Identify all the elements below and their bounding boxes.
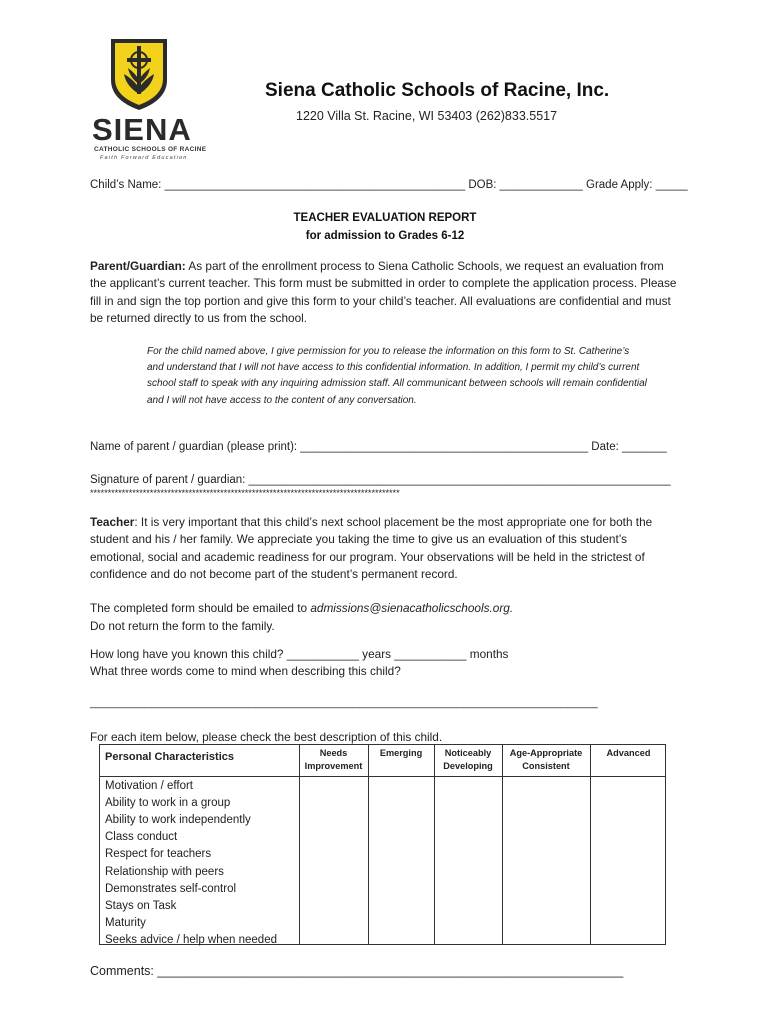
rating-checkbox-cell[interactable] bbox=[503, 933, 590, 950]
email-link[interactable]: admissions@sienacatholicschools.org. bbox=[310, 601, 514, 615]
table-row-label: Respect for teachers bbox=[105, 848, 212, 861]
three-words-question: What three words come to mind when describing this child? bbox=[90, 664, 401, 678]
rating-checkbox-cell[interactable] bbox=[591, 779, 667, 796]
rating-checkbox-cell[interactable] bbox=[591, 865, 667, 882]
rating-checkbox-cell[interactable] bbox=[300, 847, 368, 864]
table-column-header bbox=[502, 747, 590, 772]
logo-subtitle: CATHOLIC SCHOOLS OF RACINE bbox=[94, 146, 207, 153]
permission-statement: For the child named above, I give permission for you to release the information on this form to St. Catherine’s and understand that I will not have access to this confidential information. In addition, I permit my child’s current school staff to speak with any inquiring admission staff. All communicant between schools will remain confidential and I will not have access to the content of any conversation. bbox=[147, 346, 647, 406]
rating-checkbox-cell[interactable] bbox=[300, 830, 368, 847]
report-title: TEACHER EVALUATION REPORT bbox=[293, 212, 477, 224]
table-column-header bbox=[434, 747, 502, 772]
rating-checkbox-cell[interactable] bbox=[503, 847, 590, 864]
rating-checkbox-cell[interactable] bbox=[435, 796, 502, 813]
rating-checkbox-cell[interactable] bbox=[369, 865, 434, 882]
logo-wordmark: SIENA bbox=[92, 112, 192, 147]
column-header-line: Age-Appropriate bbox=[509, 748, 583, 758]
comments-line[interactable]: Comments: ___________________________________________________________________ bbox=[90, 964, 624, 978]
cross-shield-icon bbox=[108, 36, 170, 112]
logo-tagline: Faith Forward Education bbox=[100, 155, 188, 161]
teacher-instructions bbox=[90, 514, 680, 584]
rating-checkbox-cell[interactable] bbox=[435, 865, 502, 882]
email-prefix: The completed form should be emailed to bbox=[90, 601, 311, 615]
parent-instructions bbox=[90, 258, 680, 328]
table-column-header bbox=[299, 747, 368, 772]
table-row-label: Demonstrates self-control bbox=[105, 882, 237, 895]
rating-checkbox-cell[interactable] bbox=[503, 865, 590, 882]
table-column-header bbox=[368, 747, 434, 760]
check-instruction: For each item below, please check the best description of this child. bbox=[90, 730, 443, 744]
email-instruction bbox=[90, 601, 513, 615]
three-words-answer-line[interactable]: ___________________________________________________________________________________ bbox=[90, 697, 598, 709]
rating-checkbox-cell[interactable] bbox=[591, 847, 667, 864]
rating-checkbox-cell[interactable] bbox=[300, 796, 368, 813]
rating-checkbox-cell[interactable] bbox=[503, 916, 590, 933]
rating-checkbox-cell[interactable] bbox=[369, 882, 434, 899]
rating-checkbox-cell[interactable] bbox=[591, 813, 667, 830]
rating-checkbox-cell[interactable] bbox=[503, 899, 590, 916]
evaluation-table bbox=[99, 744, 666, 945]
parent-signature-line[interactable]: Signature of parent / guardian: __________________________________________________________________ bbox=[90, 474, 671, 486]
org-name: Siena Catholic Schools of Racine, Inc. bbox=[265, 80, 610, 101]
table-row-label: Stays on Task bbox=[105, 899, 177, 912]
rating-checkbox-cell[interactable] bbox=[591, 916, 667, 933]
table-row-label: Relationship with peers bbox=[105, 865, 224, 878]
table-row-label: Ability to work independently bbox=[105, 814, 251, 827]
org-address: 1220 Villa St. Racine, WI 53403 (262)833.5517 bbox=[296, 109, 558, 123]
rating-checkbox-cell[interactable] bbox=[591, 899, 667, 916]
column-header-line: Emerging bbox=[379, 748, 423, 758]
rating-checkbox-cell[interactable] bbox=[503, 830, 590, 847]
rating-checkbox-cell[interactable] bbox=[369, 899, 434, 916]
rating-checkbox-cell[interactable] bbox=[300, 865, 368, 882]
parent-label: Parent/Guardian: bbox=[90, 259, 186, 273]
rating-checkbox-cell[interactable] bbox=[435, 779, 502, 796]
rating-checkbox-cell[interactable] bbox=[435, 813, 502, 830]
table-row-label: Maturity bbox=[105, 916, 146, 929]
rating-checkbox-cell[interactable] bbox=[435, 847, 502, 864]
column-header-line: Consistent bbox=[522, 760, 570, 771]
rating-checkbox-cell[interactable] bbox=[435, 899, 502, 916]
rating-checkbox-cell[interactable] bbox=[435, 830, 502, 847]
rating-checkbox-cell[interactable] bbox=[300, 779, 368, 796]
rating-checkbox-cell[interactable] bbox=[503, 779, 590, 796]
rating-checkbox-cell[interactable] bbox=[591, 882, 667, 899]
known-duration-line[interactable]: How long have you known this child? ___________ years ___________ months bbox=[90, 647, 509, 661]
rating-checkbox-cell[interactable] bbox=[369, 779, 434, 796]
rating-checkbox-cell[interactable] bbox=[369, 813, 434, 830]
teacher-text: : It is very important that this child’s next school placement be the most appropriate one for both the student and his / her family. We appreciate you taking the time to give us an evaluation of this student’s emotional, social and academic readiness for our program. Your observations will be held in the strictest of confidence and do not become part of the student’s permanent record. bbox=[90, 515, 653, 582]
child-info-line[interactable]: Child’s Name: _______________________________________________ DOB: _____________ Grade Apply: _____ bbox=[90, 179, 688, 191]
rating-checkbox-cell[interactable] bbox=[591, 796, 667, 813]
rating-checkbox-cell[interactable] bbox=[503, 796, 590, 813]
table-row-label: Seeks advice / help when needed bbox=[105, 933, 277, 946]
table-header-characteristics: Personal Characteristics bbox=[105, 751, 235, 763]
table-row-label: Ability to work in a group bbox=[105, 797, 231, 810]
column-header-line: Advanced bbox=[606, 748, 651, 758]
rating-checkbox-cell[interactable] bbox=[435, 882, 502, 899]
return-note: Do not return the form to the family. bbox=[90, 619, 275, 633]
column-header-line: Improvement bbox=[304, 760, 363, 771]
separator-stars: **************************************************************************************** bbox=[90, 488, 400, 498]
column-header-line: Needs bbox=[319, 748, 348, 758]
table-row-label: Motivation / effort bbox=[105, 780, 193, 792]
rating-checkbox-cell[interactable] bbox=[503, 882, 590, 899]
rating-checkbox-cell[interactable] bbox=[300, 813, 368, 830]
rating-checkbox-cell[interactable] bbox=[369, 847, 434, 864]
rating-checkbox-cell[interactable] bbox=[300, 916, 368, 933]
rating-checkbox-cell[interactable] bbox=[369, 916, 434, 933]
table-header-divider bbox=[100, 776, 665, 777]
rating-checkbox-cell[interactable] bbox=[591, 933, 667, 950]
table-row-label: Class conduct bbox=[105, 831, 178, 844]
rating-checkbox-cell[interactable] bbox=[369, 796, 434, 813]
column-header-line: Developing bbox=[443, 760, 493, 771]
table-column-header bbox=[590, 747, 667, 760]
rating-checkbox-cell[interactable] bbox=[300, 899, 368, 916]
rating-checkbox-cell[interactable] bbox=[300, 882, 368, 899]
parent-name-line[interactable]: Name of parent / guardian (please print): _____________________________________________ Date: _______ bbox=[90, 441, 667, 453]
report-subtitle: for admission to Grades 6-12 bbox=[305, 230, 465, 242]
rating-checkbox-cell[interactable] bbox=[435, 933, 502, 950]
rating-checkbox-cell[interactable] bbox=[503, 813, 590, 830]
rating-checkbox-cell[interactable] bbox=[369, 933, 434, 950]
column-header-line: Noticeably bbox=[444, 748, 492, 758]
rating-checkbox-cell[interactable] bbox=[591, 830, 667, 847]
parent-text: As part of the enrollment process to Siena Catholic Schools, we request an evaluation from the applicant’s current teacher. This form must be submitted in order to complete the application process. Please fill in and sign the top portion and give this form to your child’s teacher. All evaluations are confidential and must be returned directly to us from the school. bbox=[90, 259, 677, 326]
rating-checkbox-cell[interactable] bbox=[300, 933, 368, 950]
teacher-label: Teacher bbox=[90, 515, 135, 529]
rating-checkbox-cell[interactable] bbox=[435, 916, 502, 933]
rating-checkbox-cell[interactable] bbox=[369, 830, 434, 847]
